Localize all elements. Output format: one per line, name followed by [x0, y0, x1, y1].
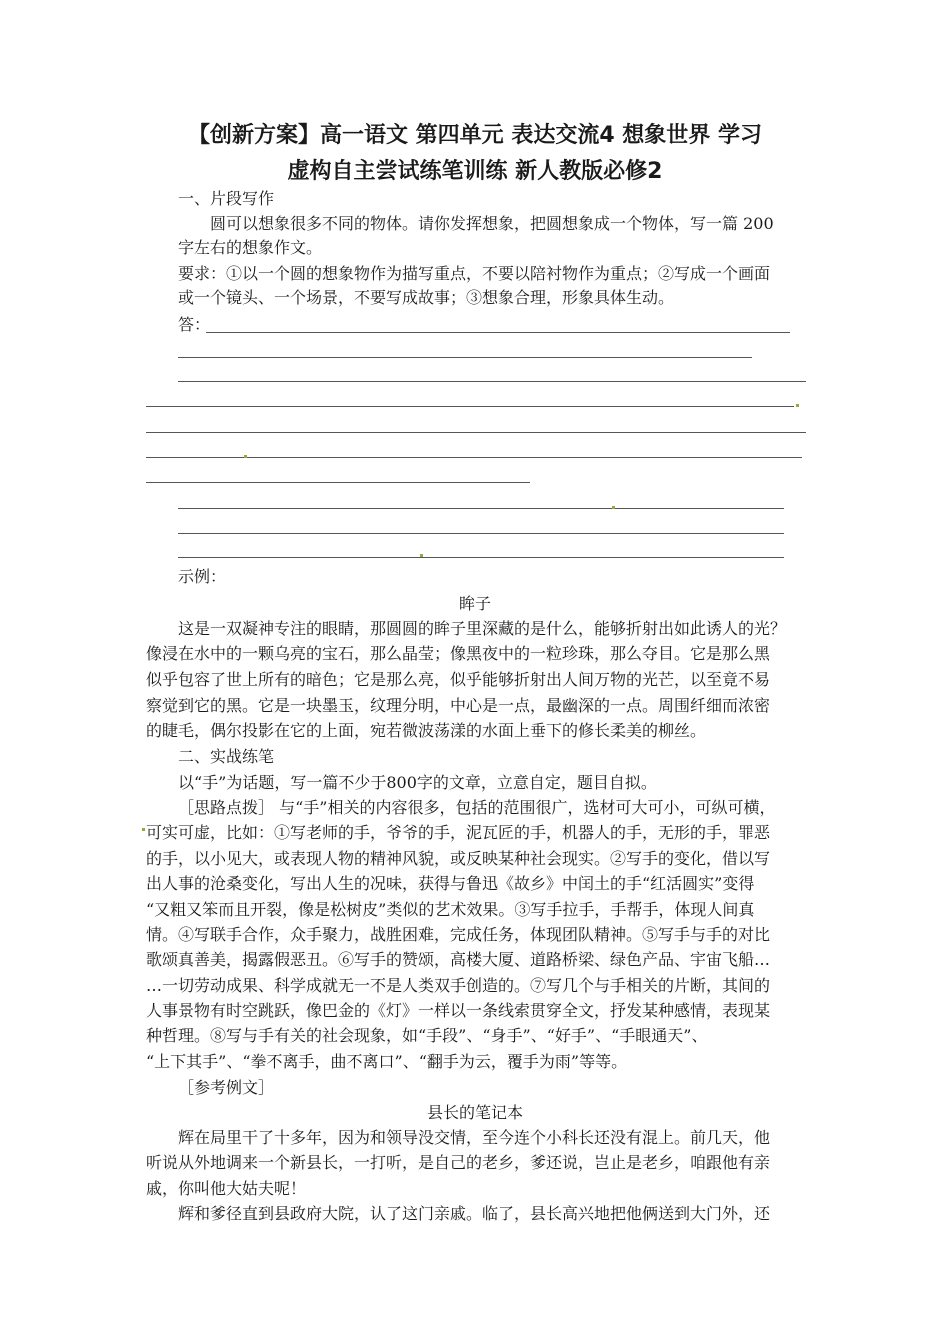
answer-blank-line — [146, 432, 806, 433]
scan-speck — [244, 455, 247, 458]
scan-speck — [420, 554, 423, 557]
tips-line: 出人事的沧桑变化，写出人生的况味，获得与鲁迅《故乡》中闰土的手“红活圆实”变得 — [146, 874, 755, 893]
answer-blank-line — [178, 357, 752, 358]
reference-essay-label: ［参考例文］ — [178, 1078, 275, 1097]
example-paragraph-line: 这是一双凝神专注的眼睛，那圆圆的眸子里深藏的是什么，能够折射出如此诱人的光？ — [178, 619, 787, 638]
tips-line: “又粗又笨而且开裂，像是松树皮”类似的艺术效果。③写手拉手，手帮手，体现人间真 — [146, 900, 755, 919]
example-label: 示例： — [178, 567, 227, 586]
reference-essay-line: 辉在局里干了十多年，因为和领导没交情，至今连个小科长还没有混上。前几天，他 — [178, 1128, 771, 1147]
tips-line: 歌颂真善美，揭露假恶丑。⑥写手的赞颂，高楼大厦、道路桥梁、绿色产品、宇宙飞船… — [146, 950, 771, 969]
tips-line: ［思路点拨］ 与“手”相关的内容很多，包括的范围很广，选材可大可小，可纵可横， — [178, 798, 776, 817]
writing-prompt-line-2: 字左右的想象作文。 — [178, 238, 323, 257]
example-paragraph-line: 像浸在水中的一颗乌亮的宝石，那么晶莹；像黑夜中的一粒珍珠，那么夺目。它是那么黑 — [146, 644, 771, 663]
answer-blank-line — [146, 406, 794, 407]
reference-essay-line: 戚，你叫他大姑夫呢！ — [146, 1179, 307, 1198]
example-paragraph-line: 似乎包容了世上所有的暗色；它是那么亮，似乎能够折射出人间万物的光芒，以至竟不易 — [146, 670, 771, 689]
answer-blank-line — [146, 482, 530, 483]
document-title-line-2: 虚构自主尝试练笔训练 新人教版必修2 — [287, 159, 663, 184]
writing-prompt-line-1: 圆可以想象很多不同的物体。请你发挥想象，把圆想象成一个物体，写一篇 200 — [210, 214, 774, 233]
reference-essay-line: 辉和爹径直到县政府大院，认了这门亲戚。临了，县长高兴地把他俩送到大门外，还 — [178, 1204, 771, 1223]
tips-line: 人事景物有时空跳跃，像巴金的《灯》一样以一条线索贯穿全文，抒发某种感情，表现某 — [146, 1001, 771, 1020]
answer-blank-line — [178, 533, 784, 534]
answer-blank-line — [178, 381, 806, 382]
section-1-heading: 一、片段写作 — [178, 189, 275, 208]
reference-essay-title: 县长的笔记本 — [426, 1103, 523, 1122]
tips-line: 情。④写联手合作，众手聚力，战胜困难，完成任务，体现团队精神。⑤写手与手的对比 — [146, 925, 771, 944]
answer-label: 答： — [178, 315, 211, 334]
example-paragraph-line: 的睫毛，偶尔投影在它的上面，宛若微波荡漾的水面上垂下的修长柔美的柳丝。 — [146, 721, 707, 740]
scan-speck — [796, 404, 799, 407]
section-2-heading: 二、实战练笔 — [178, 747, 275, 766]
tips-line: …一切劳动成果、科学成就无一不是人类双手创造的。⑦写几个与手相关的片断，其间的 — [146, 976, 771, 995]
requirement-line-1: 要求：①以一个圆的想象物作为描写重点，不要以陪衬物作为重点；②写成一个画面 — [178, 264, 771, 283]
section-2-task: 以“手”为话题，写一篇不少于800字的文章，立意自定，题目自拟。 — [178, 773, 657, 792]
scan-speck — [142, 828, 145, 831]
answer-blank-line — [178, 508, 784, 509]
tips-line: 种哲理。⑧写与手有关的社会现象，如“手段”、“身手”、“好手”、“手眼通天”、 — [146, 1026, 708, 1045]
tips-line: “上下其手”、“拳不离手，曲不离口”、“翻手为云，覆手为雨”等等。 — [146, 1052, 628, 1071]
answer-blank-line — [206, 332, 790, 333]
answer-blank-line — [178, 557, 784, 558]
document-title-line-1: 【创新方案】高一语文 第四单元 表达交流4 想象世界 学习 — [188, 123, 762, 148]
reference-essay-line: 听说从外地调来一个新县长，一打听，是自己的老乡，爹还说，岂止是老乡，咱跟他有亲 — [146, 1153, 771, 1172]
tips-line: 的手，以小见大，或表现人物的精神风貌，或反映某种社会现实。②写手的变化，借以写 — [146, 849, 771, 868]
scan-speck — [612, 506, 615, 509]
example-title: 眸子 — [458, 594, 491, 613]
example-paragraph-line: 察觉到它的黑。它是一块墨玉，纹理分明，中心是一点，最幽深的一点。周围纤细而浓密 — [146, 696, 771, 715]
requirement-line-2: 或一个镜头、一个场景，不要写成故事；③想象合理，形象具体生动。 — [178, 288, 675, 307]
tips-line: 可实可虚，比如：①写老师的手，爷爷的手，泥瓦匠的手，机器人的手，无形的手，罪恶 — [146, 823, 771, 842]
